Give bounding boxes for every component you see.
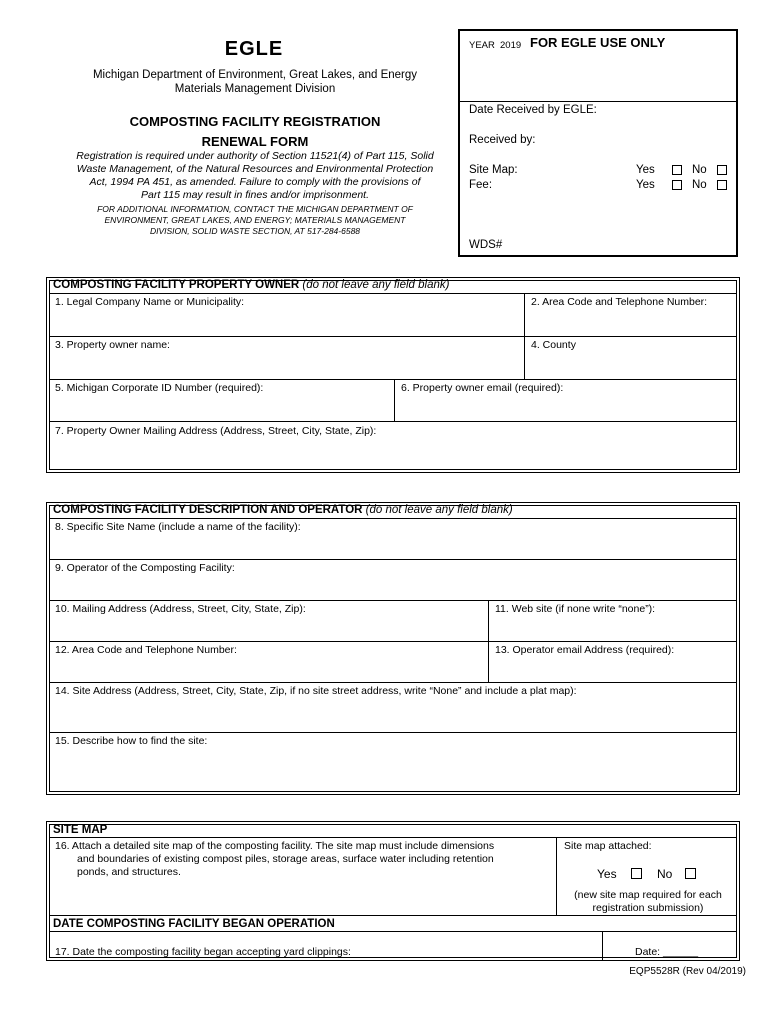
- site-map-no-label: No: [692, 164, 707, 176]
- owner-telephone-field[interactable]: 2. Area Code and Telephone Number:: [531, 296, 708, 308]
- corporate-id-field[interactable]: 5. Michigan Corporate ID Number (required):: [55, 382, 264, 394]
- heading-text: COMPOSTING FACILITY PROPERTY OWNER: [53, 279, 300, 291]
- attached-yes-label: Yes: [597, 867, 617, 881]
- site-map-no-checkbox[interactable]: [717, 165, 727, 175]
- contact-line: FOR ADDITIONAL INFORMATION, CONTACT THE MICHIGAN DEPARTMENT OF: [97, 204, 413, 214]
- site-name-field[interactable]: 8. Specific Site Name (include a name of the facility):: [55, 521, 301, 533]
- operator-telephone-field[interactable]: 12. Area Code and Telephone Number:: [55, 644, 237, 656]
- contact-statement: [55, 204, 455, 237]
- egle-use-only-box: [458, 29, 738, 257]
- wds-label: WDS#: [469, 239, 503, 251]
- form-title-line-1: COMPOSTING FACILITY REGISTRATION: [129, 114, 381, 129]
- fee-yes-label: Yes: [636, 179, 655, 191]
- year-value: 2019: [500, 40, 522, 51]
- site-map-instructions: [55, 840, 494, 879]
- form-title-line-2: RENEWAL FORM: [201, 134, 309, 149]
- col-divider: [488, 600, 489, 682]
- row-divider: [49, 682, 737, 683]
- form-title: [50, 112, 460, 152]
- attached-yes-checkbox[interactable]: [631, 868, 642, 879]
- fee-yes-checkbox[interactable]: [672, 180, 682, 190]
- authority-line: Waste Management, of the Natural Resources and Environmental Protection: [76, 163, 434, 175]
- row-divider: [49, 421, 737, 422]
- date-began-field[interactable]: 17. Date the composting facility began accepting yard clippings:: [55, 946, 351, 958]
- row-divider: [49, 518, 737, 519]
- row-divider: [49, 641, 737, 642]
- for-egle-use-only: FOR EGLE USE ONLY: [530, 35, 666, 50]
- row-divider: [49, 600, 737, 601]
- heading-note: (do not leave any field blank): [365, 504, 513, 516]
- date-received-label: Date Received by EGLE:: [469, 104, 597, 116]
- fee-label: Fee:: [469, 179, 493, 191]
- row-divider: [49, 915, 737, 916]
- website-field[interactable]: 11. Web site (if none write “none”):: [495, 603, 656, 615]
- fee-no-label: No: [692, 179, 707, 191]
- date-began-heading: DATE COMPOSTING FACILITY BEGAN OPERATION: [53, 918, 335, 930]
- authority-line: Part 115 may result in fines and/or imprisonment.: [141, 189, 369, 201]
- row-divider: [49, 732, 737, 733]
- instruction-line: and boundaries of existing compost piles, storage areas, surface water including retention: [77, 853, 494, 865]
- col-divider: [394, 379, 395, 421]
- col-divider: [602, 931, 603, 960]
- authority-statement: [55, 150, 455, 202]
- attached-no-checkbox[interactable]: [685, 868, 696, 879]
- row-divider: [49, 837, 737, 838]
- date-input[interactable]: Date: ______: [635, 946, 699, 958]
- site-map-heading: SITE MAP: [53, 824, 108, 836]
- agency-line-2: Materials Management Division: [174, 83, 336, 95]
- property-owner-section: [46, 277, 740, 473]
- instruction-line: 16. Attach a detailed site map of the composting facility. The site map must include dimensions: [55, 840, 495, 852]
- attached-no-label: No: [657, 867, 673, 881]
- county-field[interactable]: 4. County: [531, 339, 576, 351]
- form-id: EQP5528R (Rev 04/2019): [629, 966, 746, 977]
- egle-box-header: [460, 31, 736, 102]
- authority-line: Act, 1994 PA 451, as amended. Failure to comply with the provisions of: [89, 176, 421, 188]
- site-map-label: Site Map:: [469, 164, 518, 176]
- agency-name: [50, 68, 460, 96]
- note-line: registration submission): [592, 902, 704, 914]
- site-map-attached-label: Site map attached:: [564, 840, 652, 852]
- row-divider: [49, 379, 737, 380]
- site-directions-field[interactable]: 15. Describe how to find the site:: [55, 735, 208, 747]
- heading-note: (do not leave any field blank): [302, 279, 450, 291]
- svg-text:EGLE: EGLE: [225, 38, 283, 59]
- fee-no-checkbox[interactable]: [717, 180, 727, 190]
- received-by-label: Received by:: [469, 134, 536, 146]
- heading-text: COMPOSTING FACILITY DESCRIPTION AND OPERATOR: [53, 504, 363, 516]
- contact-line: DIVISION, SOLID WASTE SECTION, AT 517-284-6588: [149, 226, 361, 236]
- operator-field[interactable]: 9. Operator of the Composting Facility:: [55, 562, 235, 574]
- operator-section: [46, 502, 740, 795]
- operator-email-field[interactable]: 13. Operator email Address (required):: [495, 644, 675, 656]
- row-divider: [49, 336, 737, 337]
- site-map-yes-checkbox[interactable]: [672, 165, 682, 175]
- operator-heading: [53, 503, 513, 517]
- agency-line-1: Michigan Department of Environment, Great Lakes, and Energy: [92, 69, 418, 81]
- legal-company-name-field[interactable]: 1. Legal Company Name or Municipality:: [55, 296, 245, 308]
- col-divider: [524, 293, 525, 379]
- row-divider: [49, 931, 737, 932]
- site-map-section: [46, 821, 740, 961]
- row-divider: [49, 559, 737, 560]
- property-owner-heading: [53, 278, 449, 292]
- owner-mailing-address-field[interactable]: 7. Property Owner Mailing Address (Address, Street, City, State, Zip):: [55, 425, 377, 437]
- site-map-required-note: [559, 889, 737, 915]
- egle-logo: [225, 37, 283, 59]
- owner-email-field[interactable]: 6. Property owner email (required):: [401, 382, 564, 394]
- operator-mailing-address-field[interactable]: 10. Mailing Address (Address, Street, City, State, Zip):: [55, 603, 306, 615]
- col-divider: [556, 837, 557, 915]
- year-label: YEAR: [469, 40, 495, 51]
- authority-line: Registration is required under authority of Section 11521(4) of Part 115, Solid: [76, 150, 434, 162]
- instruction-line: ponds, and structures.: [77, 866, 181, 878]
- site-map-yes-label: Yes: [636, 164, 655, 176]
- note-line: (new site map required for each: [574, 889, 722, 901]
- contact-line: ENVIRONMENT, GREAT LAKES, AND ENERGY; MATERIALS MANAGEMENT: [104, 215, 406, 225]
- site-address-field[interactable]: 14. Site Address (Address, Street, City, State, Zip, if no site street address, write “None” and include a plat map):: [55, 685, 577, 697]
- property-owner-name-field[interactable]: 3. Property owner name:: [55, 339, 170, 351]
- row-divider: [49, 293, 737, 294]
